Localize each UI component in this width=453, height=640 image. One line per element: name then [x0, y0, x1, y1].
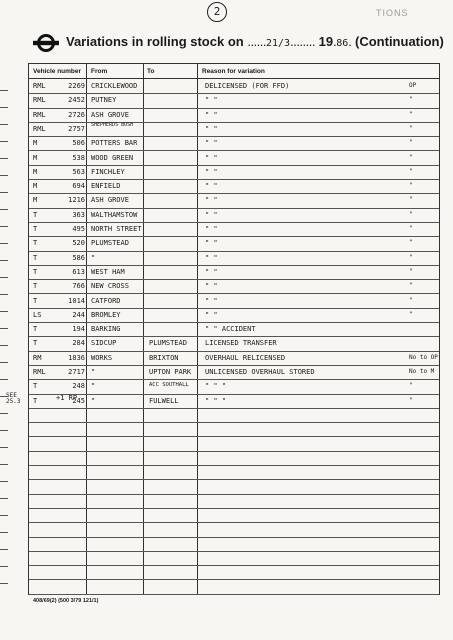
cell-num: 2452: [68, 96, 85, 105]
rolling-stock-table: [28, 63, 440, 595]
cell-num: 245: [72, 396, 85, 405]
form-reference: 408/69(2) (500 3/79 121/1): [33, 598, 99, 604]
margin-tick: [0, 345, 8, 346]
table-row: [29, 565, 439, 580]
cell-cls: T: [33, 267, 38, 276]
cell-extra: ": [409, 282, 413, 290]
cell-num: 520: [72, 239, 85, 248]
cell-cls: RML: [33, 96, 46, 105]
margin-tick: [0, 158, 8, 159]
cell-cls: T: [33, 339, 38, 348]
margin-tick: [0, 566, 8, 567]
cell-to: PLUMSTEAD: [149, 339, 187, 348]
table-row: [29, 537, 439, 552]
cell-from: CATFORD: [91, 296, 121, 305]
col-reason: Reason for variation: [202, 68, 265, 75]
cell-extra: ": [409, 210, 413, 218]
cell-from: ASH GROVE: [91, 196, 129, 205]
cell-reason: OVERHAUL RELICENSED: [205, 353, 286, 362]
cell-to: FULWELL: [149, 396, 179, 405]
cell-reason: " ": [205, 96, 218, 105]
cell-num: 1014: [68, 296, 85, 305]
col-to: To: [147, 68, 155, 75]
table-row: [29, 294, 439, 309]
table-row: [29, 236, 439, 251]
cell-from: BARKING: [91, 325, 121, 334]
london-transport-roundel-icon: [33, 34, 59, 52]
cell-extra: ": [409, 239, 413, 247]
cell-reason: " ": [205, 267, 218, 276]
margin-tick: [0, 515, 8, 516]
cell-cls: T: [33, 382, 38, 391]
table-row: [29, 322, 439, 337]
margin-tick: [0, 464, 8, 465]
margin-tick: [0, 583, 8, 584]
cell-from: SIDCUP: [91, 339, 117, 348]
cell-from: NORTH STREET: [91, 225, 142, 233]
cell-reason: " ": [205, 196, 218, 205]
table-row: [29, 122, 439, 137]
cell-extra: ": [409, 310, 413, 318]
cell-cls: M: [33, 167, 38, 176]
cell-cls: T: [33, 225, 38, 233]
margin-tick: [0, 90, 8, 91]
table-row: [29, 308, 439, 323]
cell-cls: RML: [33, 82, 46, 90]
cell-from: FINCHLEY: [91, 167, 125, 176]
cell-cls: RML: [33, 110, 46, 119]
cell-reason: " ": [205, 139, 218, 148]
cell-from: PLUMSTEAD: [91, 239, 129, 248]
cell-reason: " ": [205, 124, 218, 133]
cell-cls: T: [33, 396, 38, 405]
margin-tick: [0, 260, 8, 261]
table-row: [29, 251, 439, 266]
margin-tick: [0, 107, 8, 108]
cell-reason: " " ": [205, 382, 227, 391]
margin-tick: [0, 362, 8, 363]
table-row: [29, 336, 439, 351]
cell-from: WALTHAMSTOW: [91, 210, 138, 219]
corner-stamp: TIONS: [376, 8, 409, 18]
cell-num: 586: [72, 253, 85, 262]
form-title: Variations in rolling stock on ......21/3........ 19.86. (Continuation): [66, 34, 444, 49]
cell-num: 284: [72, 339, 85, 348]
table-row: [29, 408, 439, 423]
cell-num: 1216: [68, 196, 85, 205]
cell-reason: UNLICENSED OVERHAUL STORED: [205, 368, 315, 376]
cell-reason: " ": [205, 167, 218, 176]
margin-tick: [0, 243, 8, 244]
margin-tick: [0, 447, 8, 448]
table-row: [29, 151, 439, 166]
col-from: From: [91, 68, 108, 75]
cell-from: WEST HAM: [91, 267, 125, 276]
table-row: [29, 451, 439, 466]
cell-reason: " ": [205, 296, 218, 305]
table-row: [29, 222, 439, 237]
cell-reason: LICENSED TRANSFER: [205, 339, 277, 348]
margin-tick: [0, 141, 8, 142]
cell-cls: RML: [33, 368, 46, 376]
cell-to: UPTON PARK: [149, 368, 192, 376]
cell-reason: " " ": [205, 396, 227, 405]
cell-num: 613: [72, 267, 85, 276]
cell-to: BRIXTON: [149, 353, 179, 362]
table-row: [29, 279, 439, 294]
cell-reason: " ": [205, 110, 218, 119]
margin-tick: [0, 294, 8, 295]
cell-from: ": [91, 368, 96, 376]
margin-tick: [0, 549, 8, 550]
col-vehicle-number: Vehicle number: [33, 68, 82, 75]
cell-extra: ": [409, 253, 413, 261]
cell-num: 766: [72, 282, 85, 291]
table-row: [29, 108, 439, 123]
table-row: [29, 422, 439, 437]
cell-cls: T: [33, 282, 38, 291]
cell-num: 244: [72, 310, 85, 319]
table-row: [29, 208, 439, 223]
margin-note-rp: +1 RP: [56, 394, 78, 402]
cell-num: 2757: [68, 124, 85, 133]
cell-from: SHEPHERDS BUSH: [91, 121, 134, 128]
margin-tick: [0, 328, 8, 329]
cell-cls: T: [33, 239, 38, 248]
cell-from: WOOD GREEN: [91, 153, 134, 162]
table-row: [29, 93, 439, 108]
cell-num: 694: [72, 182, 85, 191]
cell-num: 2717: [68, 368, 85, 376]
cell-cls: RM: [33, 353, 42, 362]
cell-extra: ": [409, 196, 413, 204]
cell-reason: " ": [205, 239, 218, 248]
table-row: [29, 136, 439, 151]
cell-reason: DELICENSED (FOR FFD): [205, 82, 290, 90]
cell-from: ": [91, 253, 96, 262]
cell-num: 506: [72, 139, 85, 148]
table-row: [29, 479, 439, 494]
cell-reason: " ": [205, 253, 218, 262]
cell-extra: ": [409, 382, 413, 390]
cell-cls: T: [33, 325, 38, 334]
cell-extra: ": [409, 124, 413, 132]
cell-reason: " ": [205, 225, 218, 233]
table-header: [29, 64, 439, 79]
cell-from: BROMLEY: [91, 310, 121, 319]
cell-reason: " ": [205, 282, 218, 291]
margin-tick: [0, 124, 8, 125]
cell-extra: No to OP: [409, 353, 438, 361]
margin-tick: [0, 277, 8, 278]
cell-num: 1836: [68, 353, 85, 362]
cell-num: 563: [72, 167, 85, 176]
cell-extra: ": [409, 153, 413, 161]
table-row: [29, 193, 439, 208]
table-row: [29, 394, 439, 409]
cell-num: 363: [72, 210, 85, 219]
table-row: [29, 437, 439, 452]
cell-reason: " ": [205, 153, 218, 162]
margin-tick: [0, 532, 8, 533]
cell-from: PUTNEY: [91, 96, 117, 105]
cell-from: ASH GROVE: [91, 110, 129, 119]
table-row: [29, 508, 439, 523]
margin-tick: [0, 413, 8, 414]
table-row: [29, 465, 439, 480]
cell-num: 194: [72, 325, 85, 334]
cell-cls: RML: [33, 124, 46, 133]
table-row: [29, 379, 439, 394]
cell-reason: " ": [205, 210, 218, 219]
cell-from: WORKS: [91, 353, 113, 362]
cell-to: ACC SOUTHALL: [149, 382, 189, 389]
cell-from: ": [91, 396, 96, 405]
margin-tick: [0, 430, 8, 431]
table-row: [29, 265, 439, 280]
cell-reason: " ": [205, 310, 218, 319]
margin-tick: [0, 192, 8, 193]
margin-tick: [0, 396, 8, 397]
cell-num: 495: [72, 225, 85, 233]
table-row: [29, 522, 439, 537]
cell-extra: ": [409, 225, 413, 232]
cell-cls: T: [33, 296, 38, 305]
cell-from: ": [91, 382, 96, 391]
cell-from: ENFIELD: [91, 182, 121, 191]
table-row: [29, 79, 439, 94]
cell-reason: " ": [205, 182, 218, 191]
cell-from: CRICKLEWOOD: [91, 82, 138, 90]
cell-reason: " " ACCIDENT: [205, 325, 256, 334]
cell-extra: ": [409, 396, 413, 404]
table-row: [29, 494, 439, 509]
cell-extra: No to M: [409, 368, 435, 375]
cell-extra: ": [409, 267, 413, 275]
form-year: 86: [336, 38, 349, 49]
cell-cls: M: [33, 182, 38, 191]
form-date: 21/3: [266, 38, 291, 49]
table-row: [29, 580, 439, 595]
cell-num: 248: [72, 382, 85, 391]
cell-extra: ": [409, 96, 413, 104]
cell-from: NEW CROSS: [91, 282, 129, 291]
cell-cls: LS: [33, 310, 42, 319]
table-row: [29, 165, 439, 180]
cell-cls: T: [33, 210, 38, 219]
margin-tick: [0, 311, 8, 312]
margin-note: SEE 25.3: [6, 392, 21, 405]
margin-tick: [0, 498, 8, 499]
cell-from: POTTERS BAR: [91, 139, 138, 148]
cell-extra: ": [409, 110, 413, 118]
cell-cls: T: [33, 253, 38, 262]
cell-num: 2269: [68, 82, 85, 90]
cell-num: 2726: [68, 110, 85, 119]
page-number: 2: [207, 2, 227, 22]
cell-extra: ": [409, 167, 413, 175]
cell-cls: M: [33, 139, 38, 148]
cell-cls: M: [33, 196, 38, 205]
table-row: [29, 351, 439, 366]
cell-extra: ": [409, 139, 413, 147]
table-row: [29, 179, 439, 194]
cell-extra: ": [409, 182, 413, 190]
margin-tick: [0, 226, 8, 227]
cell-cls: M: [33, 153, 38, 162]
table-row: [29, 365, 439, 380]
cell-num: 538: [72, 153, 85, 162]
margin-tick: [0, 175, 8, 176]
margin-tick: [0, 209, 8, 210]
margin-tick: [0, 481, 8, 482]
cell-extra: OP: [409, 82, 417, 89]
table-row: [29, 551, 439, 566]
margin-tick: [0, 379, 8, 380]
cell-extra: ": [409, 296, 413, 304]
